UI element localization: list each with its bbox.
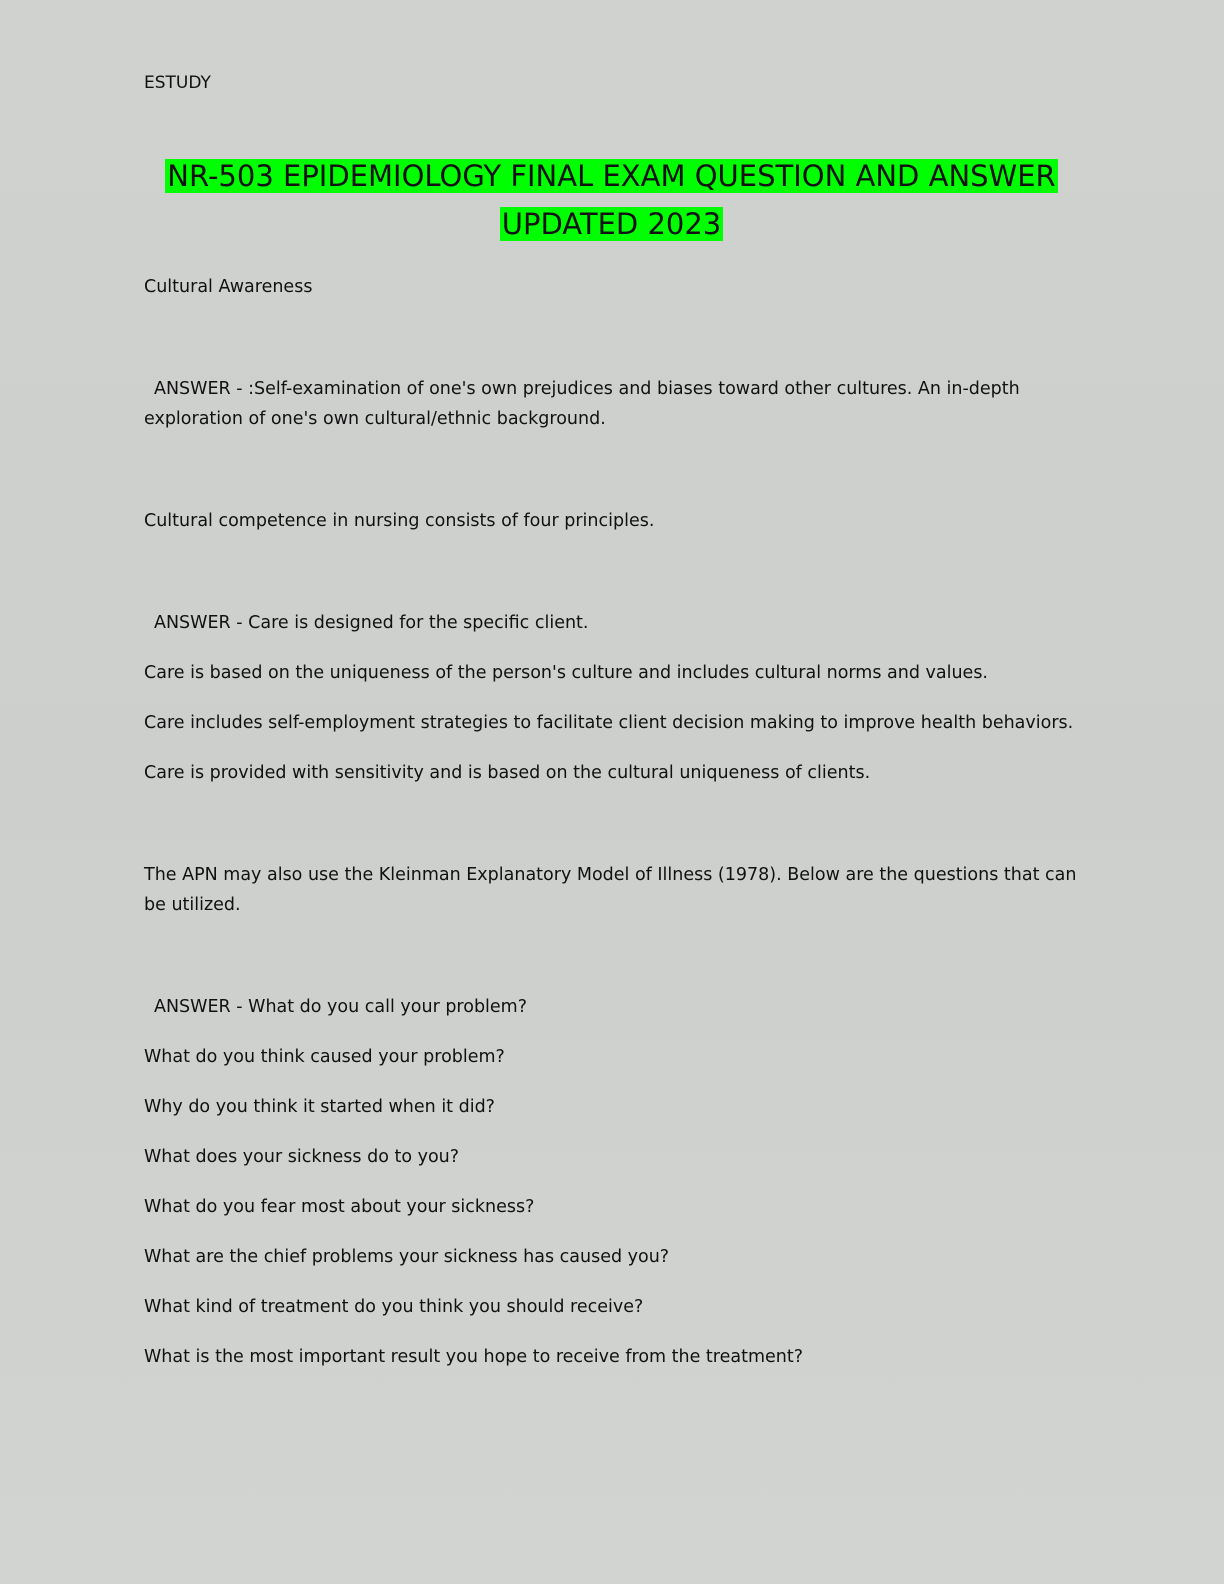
- answer-3-line: What is the most important result you hope to receive from the treatment?: [144, 1347, 804, 1367]
- question-3: The APN may also use the Kleinman Explanatory Model of Illness (1978). Below are the questions that can be utilized.: [144, 865, 1077, 915]
- title-line-2: UPDATED 2023: [501, 207, 722, 241]
- answer-2-line: Care is provided with sensitivity and is based on the cultural uniqueness of clients.: [144, 763, 871, 783]
- answer-3-line: What do you think caused your problem?: [144, 1047, 505, 1067]
- question-1: Cultural Awareness: [144, 277, 313, 297]
- answer-2: [144, 608, 1079, 638]
- header-label: ESTUDY: [144, 73, 211, 93]
- answer-3-line: What kind of treatment do you think you should receive?: [144, 1297, 644, 1317]
- answer-2-line: Care includes self-employment strategies to facilitate client decision making to improve health behaviors.: [144, 713, 1074, 733]
- answer-3: [144, 992, 1079, 1022]
- question-2: Cultural competence in nursing consists of four principles.: [144, 511, 655, 531]
- answer-3-line: Why do you think it started when it did?: [144, 1097, 495, 1117]
- answer-2-prefix: ANSWER -: [154, 613, 249, 633]
- document-title: [144, 152, 1079, 248]
- answer-3-line: What are the chief problems your sickness has caused you?: [144, 1247, 670, 1267]
- answer-2-line: Care is based on the uniqueness of the person's culture and includes cultural norms and values.: [144, 663, 988, 683]
- answer-3-line: What do you fear most about your sickness?: [144, 1197, 535, 1217]
- document-content: [144, 70, 1079, 1372]
- answer-3-line: What does your sickness do to you?: [144, 1147, 460, 1167]
- answer-1: [144, 374, 1079, 434]
- title-line-1: NR-503 EPIDEMIOLOGY FINAL EXAM QUESTION AND ANSWER: [167, 159, 1056, 193]
- answer-2-text: Care is designed for the specific client.: [248, 613, 589, 633]
- answer-3-text: What do you call your problem?: [248, 997, 528, 1017]
- answer-1-prefix: ANSWER -: [154, 379, 249, 399]
- answer-1-text: :Self-examination of one's own prejudices and biases toward other cultures. An in-depth exploration of one's own cultural/ethnic background.: [144, 379, 1020, 429]
- answer-3-prefix: ANSWER -: [154, 997, 249, 1017]
